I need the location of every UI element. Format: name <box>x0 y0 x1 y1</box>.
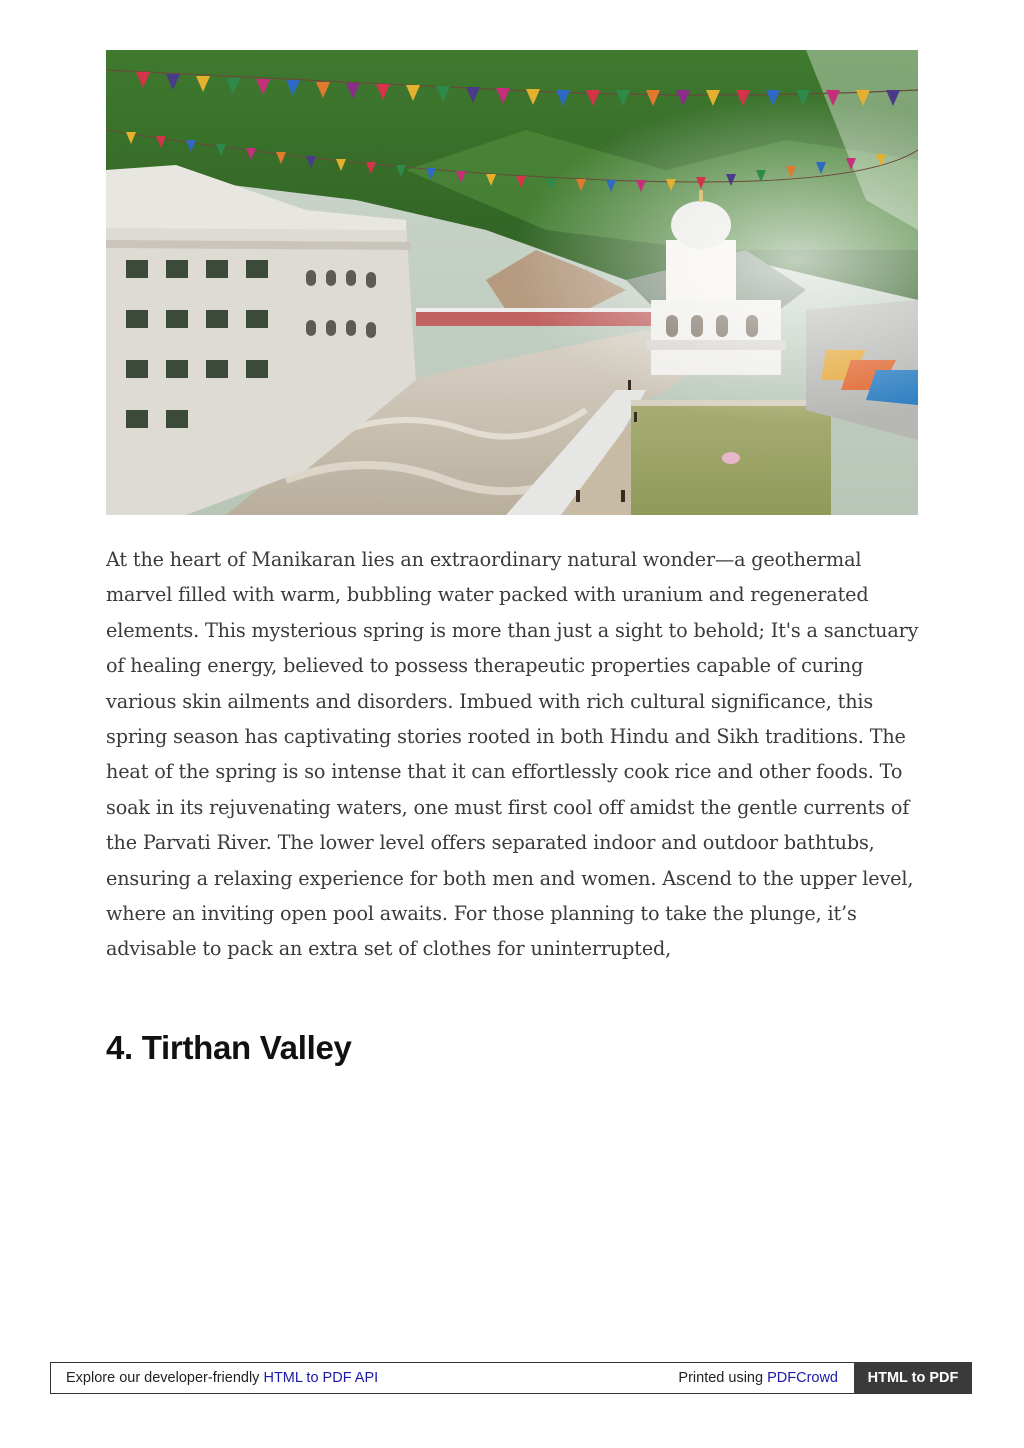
footer-right <box>678 1363 838 1393</box>
pdfcrowd-footer <box>50 1362 972 1394</box>
manikaran-photo <box>106 50 918 515</box>
footer-left <box>66 1363 378 1393</box>
html-to-pdf-api-link[interactable]: HTML to PDF API <box>263 1370 379 1386</box>
pdfcrowd-link[interactable]: PDFCrowd <box>767 1370 838 1386</box>
footer-left-text: Explore our developer-friendly <box>66 1370 264 1386</box>
html-to-pdf-button[interactable]: HTML to PDF <box>854 1362 972 1394</box>
section-heading: 4. Tirthan Valley <box>106 1029 352 1066</box>
footer-right-text: Printed using <box>678 1370 768 1386</box>
article-paragraph: At the heart of Manikaran lies an extraordinary natural wonder—a geothermal marvel filled with warm, bubbling water packed with uranium and regenerated elements. This mysterious spring is more than just a sight to behold; It's a sanctuary of healing energy, believed to possess therapeutic properties capable of curing various skin ailments and disorders. Imbued with rich cultural significance, this spring season has captivating stories rooted in both Hindu and Sikh traditions. The heat of the spring is so intense that it can effortlessly cook rice and other foods. To soak in its rejuvenating waters, one must first cool off amidst the gentle currents of the Parvati River. The lower level offers separated indoor and outdoor bathtubs, ensuring a relaxing experience for both men and women. Ascend to the upper level, where an inviting open pool awaits. For those planning to take the plunge, it’s advisable to pack an extra set of clothes for uninterrupted, <box>106 548 919 961</box>
